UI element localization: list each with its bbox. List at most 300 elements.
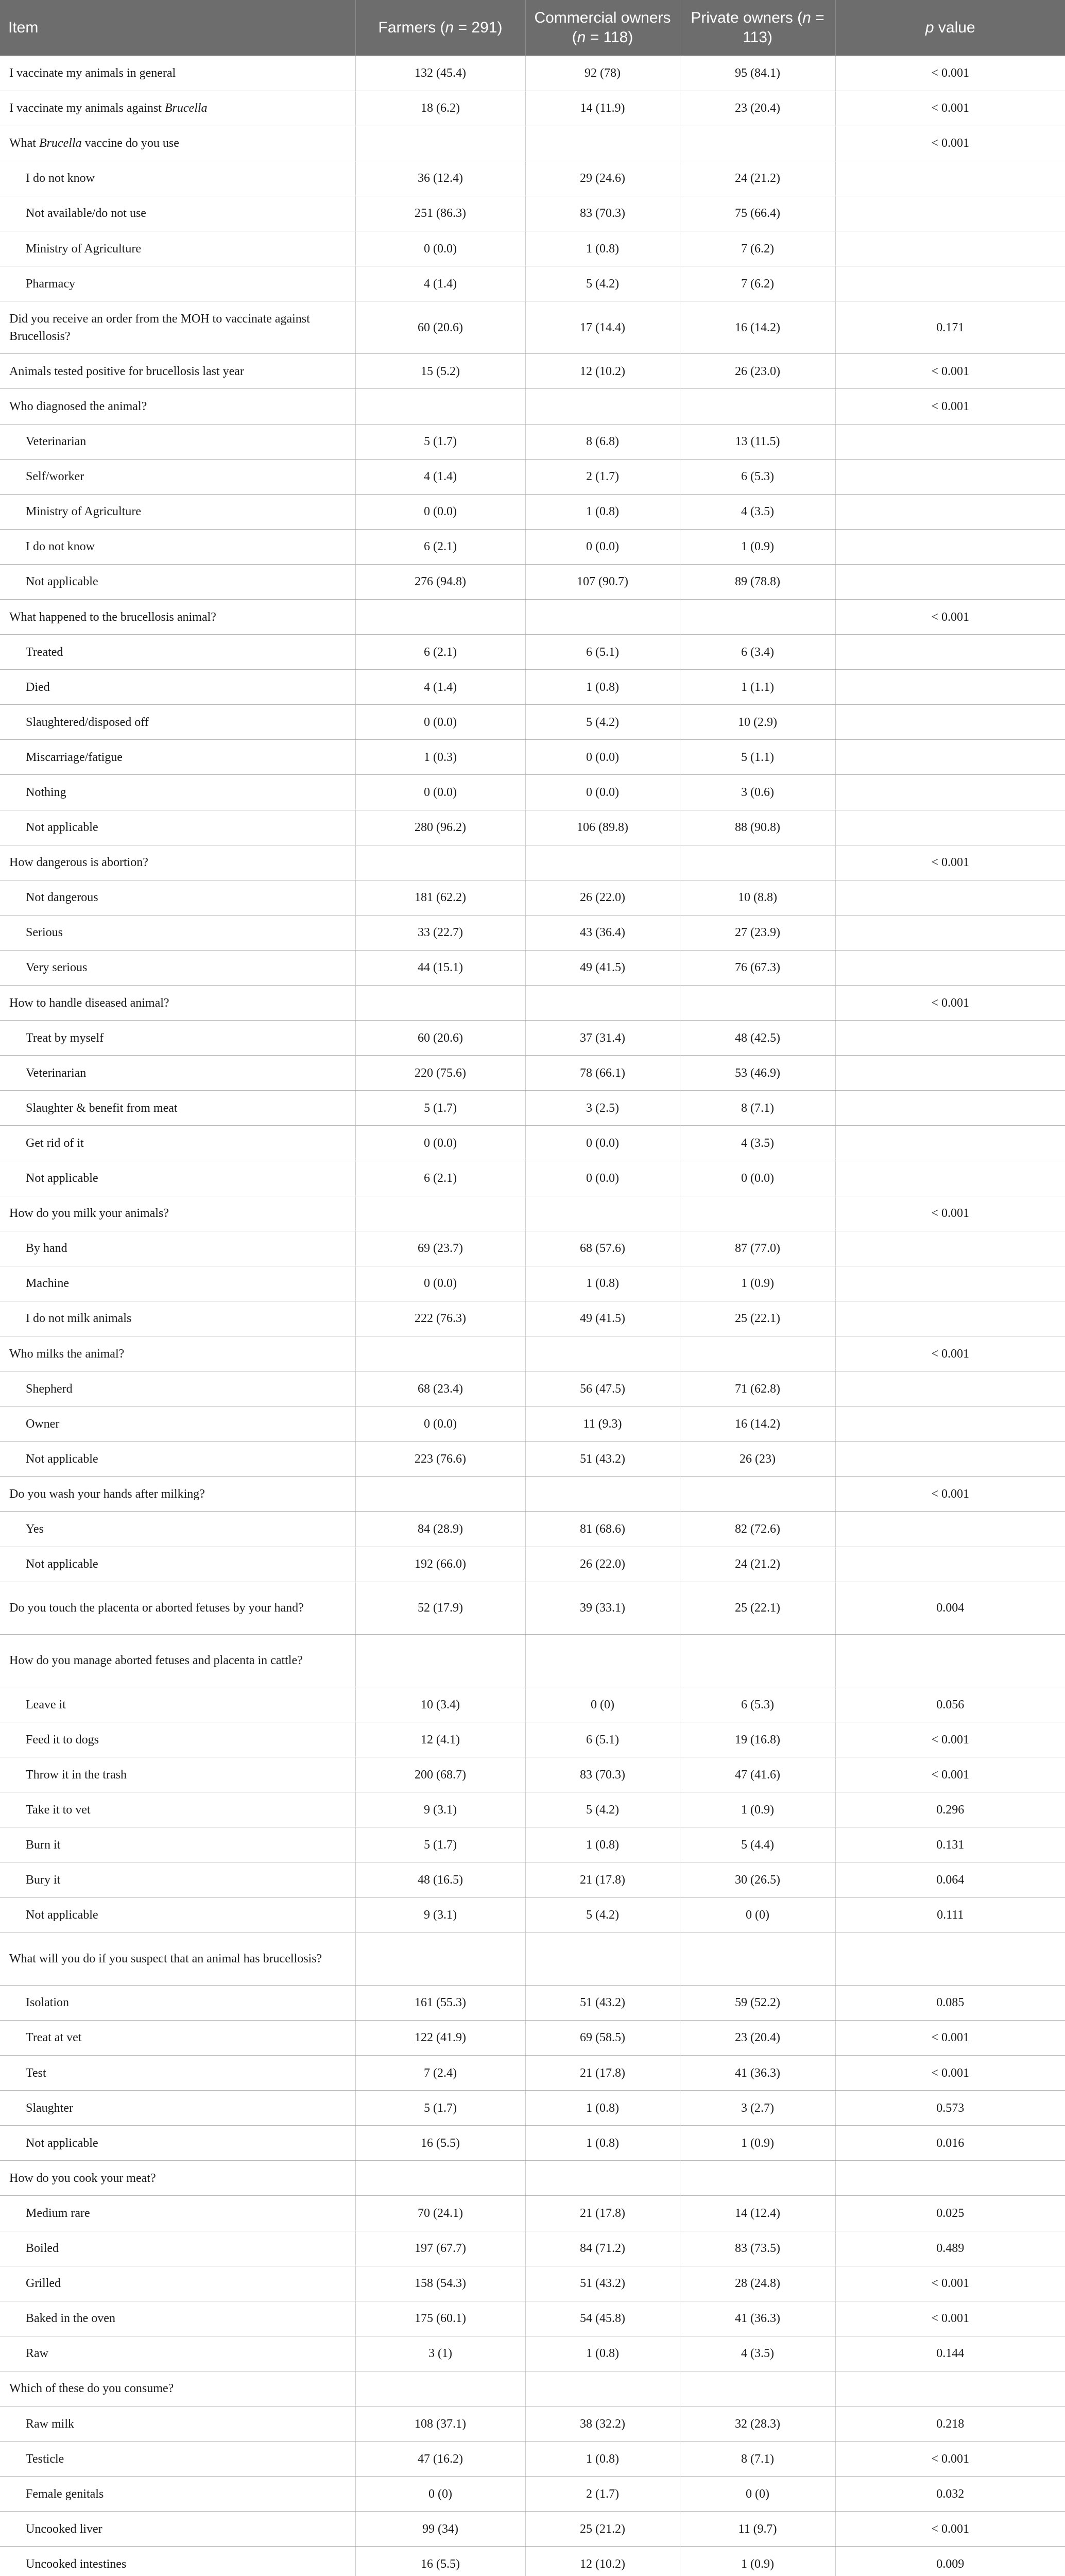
table-body [0, 56, 1065, 2576]
table-row [0, 2056, 1065, 2091]
table-row [0, 1757, 1065, 1792]
farmers-cell: 161 (55.3) [355, 1985, 525, 2020]
commercial-owners-cell: 49 (41.5) [525, 950, 680, 985]
commercial-owners-cell: 37 (31.4) [525, 1021, 680, 1056]
commercial-owners-cell [525, 1336, 680, 1371]
item-cell: Baked in the oven [0, 2301, 355, 2336]
table-row [0, 266, 1065, 301]
item-cell: Burn it [0, 1827, 355, 1862]
table-row [0, 845, 1065, 880]
item-cell: Not applicable [0, 810, 355, 845]
commercial-owners-cell: 2 (1.7) [525, 2477, 680, 2512]
table-row [0, 91, 1065, 126]
private-owners-cell: 6 (5.3) [680, 459, 835, 494]
farmers-cell: 3 (1) [355, 2336, 525, 2371]
item-cell: Who diagnosed the animal? [0, 389, 355, 424]
item-cell: Machine [0, 1266, 355, 1301]
commercial-owners-cell: 83 (70.3) [525, 1757, 680, 1792]
table-row [0, 1477, 1065, 1512]
private-owners-cell: 5 (4.4) [680, 1827, 835, 1862]
p-value-cell [835, 1442, 1065, 1477]
farmers-cell: 48 (16.5) [355, 1862, 525, 1897]
farmers-cell [355, 1933, 525, 1985]
p-value-cell: 0.296 [835, 1792, 1065, 1827]
private-owners-cell: 75 (66.4) [680, 196, 835, 231]
private-owners-cell: 28 (24.8) [680, 2266, 835, 2301]
p-value-cell: < 0.001 [835, 1477, 1065, 1512]
p-value-cell: 0.064 [835, 1862, 1065, 1897]
table-row [0, 1056, 1065, 1091]
private-owners-cell [680, 986, 835, 1021]
table-row [0, 196, 1065, 231]
commercial-owners-cell [525, 1477, 680, 1512]
private-owners-cell [680, 1933, 835, 1985]
item-cell: Not applicable [0, 1161, 355, 1196]
table-row [0, 1371, 1065, 1406]
farmers-cell [355, 1196, 525, 1231]
commercial-owners-cell: 1 (0.8) [525, 2091, 680, 2126]
p-value-cell: < 0.001 [835, 2056, 1065, 2091]
p-value-cell: 0.218 [835, 2406, 1065, 2441]
p-value-cell [835, 1547, 1065, 1582]
farmers-cell: 0 (0.0) [355, 1266, 525, 1301]
p-value-cell [835, 1634, 1065, 1687]
table-row [0, 1897, 1065, 1933]
private-owners-cell: 1 (0.9) [680, 1792, 835, 1827]
p-value-cell [835, 635, 1065, 670]
private-owners-cell: 5 (1.1) [680, 740, 835, 775]
table-row [0, 1301, 1065, 1336]
commercial-owners-cell: 8 (6.8) [525, 424, 680, 459]
p-value-cell: < 0.001 [835, 2020, 1065, 2055]
p-value-cell [835, 1091, 1065, 1126]
private-owners-cell [680, 1336, 835, 1371]
commercial-owners-cell [525, 2371, 680, 2406]
commercial-owners-cell [525, 845, 680, 880]
table-row [0, 1827, 1065, 1862]
farmers-cell: 220 (75.6) [355, 1056, 525, 1091]
commercial-owners-cell: 3 (2.5) [525, 1091, 680, 1126]
farmers-cell: 69 (23.7) [355, 1231, 525, 1266]
private-owners-cell: 24 (21.2) [680, 161, 835, 196]
p-value-cell [835, 1056, 1065, 1091]
private-owners-cell: 23 (20.4) [680, 2020, 835, 2055]
farmers-cell: 222 (76.3) [355, 1301, 525, 1336]
item-cell: Raw milk [0, 2406, 355, 2441]
private-owners-cell: 76 (67.3) [680, 950, 835, 985]
private-owners-cell: 95 (84.1) [680, 56, 835, 91]
commercial-owners-cell: 6 (5.1) [525, 1722, 680, 1757]
table-row [0, 494, 1065, 529]
p-value-cell [835, 424, 1065, 459]
table-row [0, 231, 1065, 266]
private-owners-cell: 16 (14.2) [680, 301, 835, 354]
item-cell: Uncooked intestines [0, 2547, 355, 2576]
item-cell: Get rid of it [0, 1126, 355, 1161]
farmers-cell: 280 (96.2) [355, 810, 525, 845]
p-value-cell [835, 705, 1065, 740]
table-row [0, 1722, 1065, 1757]
p-value-cell: 0.009 [835, 2547, 1065, 2576]
p-value-cell [835, 1126, 1065, 1161]
commercial-owners-cell: 25 (21.2) [525, 2512, 680, 2547]
farmers-cell: 192 (66.0) [355, 1547, 525, 1582]
table-row [0, 2231, 1065, 2266]
p-value-cell [835, 2371, 1065, 2406]
private-owners-cell: 6 (5.3) [680, 1687, 835, 1722]
table-row [0, 1231, 1065, 1266]
item-cell: How do you milk your animals? [0, 1196, 355, 1231]
farmers-cell: 52 (17.9) [355, 1582, 525, 1634]
commercial-owners-cell: 29 (24.6) [525, 161, 680, 196]
private-owners-cell: 0 (0) [680, 2477, 835, 2512]
commercial-owners-cell: 0 (0) [525, 1687, 680, 1722]
p-value-cell: < 0.001 [835, 845, 1065, 880]
p-value-cell: < 0.001 [835, 354, 1065, 389]
private-owners-cell: 7 (6.2) [680, 231, 835, 266]
private-owners-cell: 41 (36.3) [680, 2301, 835, 2336]
private-owners-cell: 32 (28.3) [680, 2406, 835, 2441]
table-row [0, 810, 1065, 845]
commercial-owners-cell: 1 (0.8) [525, 494, 680, 529]
table-row [0, 1336, 1065, 1371]
commercial-owners-cell: 0 (0.0) [525, 529, 680, 564]
table-row [0, 1091, 1065, 1126]
p-value-cell: 0.085 [835, 1985, 1065, 2020]
commercial-owners-cell: 49 (41.5) [525, 1301, 680, 1336]
commercial-owners-cell: 21 (17.8) [525, 1862, 680, 1897]
farmers-cell: 175 (60.1) [355, 2301, 525, 2336]
private-owners-cell: 11 (9.7) [680, 2512, 835, 2547]
farmers-cell [355, 1477, 525, 1512]
p-value-cell [835, 1933, 1065, 1985]
private-owners-cell [680, 845, 835, 880]
table-row [0, 2161, 1065, 2196]
commercial-owners-cell: 78 (66.1) [525, 1056, 680, 1091]
p-value-cell: < 0.001 [835, 1757, 1065, 1792]
p-value-cell: < 0.001 [835, 986, 1065, 1021]
commercial-owners-cell: 51 (43.2) [525, 1985, 680, 2020]
p-value-cell: < 0.001 [835, 2266, 1065, 2301]
item-cell: Serious [0, 915, 355, 950]
table-row [0, 635, 1065, 670]
item-cell: Who milks the animal? [0, 1336, 355, 1371]
item-cell: I do not know [0, 529, 355, 564]
private-owners-cell: 48 (42.5) [680, 1021, 835, 1056]
table-row [0, 389, 1065, 424]
farmers-cell [355, 600, 525, 635]
table-row [0, 2126, 1065, 2161]
p-value-cell: 0.489 [835, 2231, 1065, 2266]
farmers-cell: 15 (5.2) [355, 354, 525, 389]
commercial-owners-cell: 107 (90.7) [525, 564, 680, 599]
item-cell: Test [0, 2056, 355, 2091]
commercial-owners-cell: 17 (14.4) [525, 301, 680, 354]
private-owners-cell: 10 (2.9) [680, 705, 835, 740]
item-cell: Not applicable [0, 564, 355, 599]
commercial-owners-cell: 5 (4.2) [525, 266, 680, 301]
table-row [0, 950, 1065, 985]
table-row [0, 354, 1065, 389]
table-row [0, 459, 1065, 494]
p-value-cell [835, 494, 1065, 529]
farmers-cell: 33 (22.7) [355, 915, 525, 950]
commercial-owners-cell [525, 986, 680, 1021]
table-row [0, 2442, 1065, 2477]
private-owners-cell: 1 (1.1) [680, 670, 835, 705]
farmers-cell: 9 (3.1) [355, 1897, 525, 1933]
table-row [0, 1634, 1065, 1687]
item-cell: Uncooked liver [0, 2512, 355, 2547]
farmers-cell: 18 (6.2) [355, 91, 525, 126]
p-value-cell [835, 1161, 1065, 1196]
item-cell: Not applicable [0, 2126, 355, 2161]
commercial-owners-cell: 0 (0.0) [525, 740, 680, 775]
commercial-owners-cell: 69 (58.5) [525, 2020, 680, 2055]
farmers-cell [355, 986, 525, 1021]
p-value-cell: < 0.001 [835, 2301, 1065, 2336]
private-owners-cell: 30 (26.5) [680, 1862, 835, 1897]
p-value-cell [835, 810, 1065, 845]
table-row [0, 2477, 1065, 2512]
p-value-cell: < 0.001 [835, 600, 1065, 635]
item-cell: Slaughter & benefit from meat [0, 1091, 355, 1126]
private-owners-cell: 4 (3.5) [680, 2336, 835, 2371]
farmers-cell: 223 (76.6) [355, 1442, 525, 1477]
private-owners-cell: 14 (12.4) [680, 2196, 835, 2231]
p-value-cell: 0.144 [835, 2336, 1065, 2371]
p-value-cell [835, 1406, 1065, 1442]
private-owners-cell [680, 1477, 835, 1512]
p-value-cell [835, 196, 1065, 231]
farmers-cell: 36 (12.4) [355, 161, 525, 196]
p-value-cell [835, 2161, 1065, 2196]
commercial-owners-cell: 1 (0.8) [525, 231, 680, 266]
private-owners-cell: 87 (77.0) [680, 1231, 835, 1266]
private-owners-cell: 0 (0.0) [680, 1161, 835, 1196]
commercial-owners-cell: 21 (17.8) [525, 2056, 680, 2091]
commercial-owners-cell: 26 (22.0) [525, 880, 680, 915]
commercial-owners-cell: 12 (10.2) [525, 354, 680, 389]
private-owners-cell: 8 (7.1) [680, 2442, 835, 2477]
header-commercial-owners: Commercial owners (n = 118) [525, 0, 680, 56]
table-row [0, 670, 1065, 705]
private-owners-cell: 27 (23.9) [680, 915, 835, 950]
table-row [0, 986, 1065, 1021]
commercial-owners-cell: 2 (1.7) [525, 459, 680, 494]
private-owners-cell: 83 (73.5) [680, 2231, 835, 2266]
farmers-cell: 16 (5.5) [355, 2547, 525, 2576]
item-cell: Veterinarian [0, 1056, 355, 1091]
commercial-owners-cell: 5 (4.2) [525, 705, 680, 740]
farmers-cell: 9 (3.1) [355, 1792, 525, 1827]
item-cell: Nothing [0, 775, 355, 810]
private-owners-cell: 26 (23.0) [680, 354, 835, 389]
item-cell: Miscarriage/fatigue [0, 740, 355, 775]
commercial-owners-cell: 11 (9.3) [525, 1406, 680, 1442]
commercial-owners-cell [525, 1634, 680, 1687]
commercial-owners-cell: 83 (70.3) [525, 196, 680, 231]
farmers-cell: 6 (2.1) [355, 529, 525, 564]
header-farmers: Farmers (n = 291) [355, 0, 525, 56]
farmers-cell: 5 (1.7) [355, 1091, 525, 1126]
commercial-owners-cell: 51 (43.2) [525, 1442, 680, 1477]
table-row [0, 1985, 1065, 2020]
private-owners-cell: 3 (2.7) [680, 2091, 835, 2126]
farmers-cell: 0 (0) [355, 2477, 525, 2512]
commercial-owners-cell: 51 (43.2) [525, 2266, 680, 2301]
p-value-cell [835, 1371, 1065, 1406]
item-cell: Grilled [0, 2266, 355, 2301]
item-cell: Do you touch the placenta or aborted fetuses by your hand? [0, 1582, 355, 1634]
farmers-cell: 5 (1.7) [355, 424, 525, 459]
commercial-owners-cell: 1 (0.8) [525, 2126, 680, 2161]
item-cell: Female genitals [0, 2477, 355, 2512]
item-cell: How do you manage aborted fetuses and placenta in cattle? [0, 1634, 355, 1687]
table-row [0, 1442, 1065, 1477]
item-cell: How to handle diseased animal? [0, 986, 355, 1021]
farmers-cell: 200 (68.7) [355, 1757, 525, 1792]
commercial-owners-cell: 21 (17.8) [525, 2196, 680, 2231]
farmers-cell: 0 (0.0) [355, 1406, 525, 1442]
private-owners-cell: 1 (0.9) [680, 2547, 835, 2576]
private-owners-cell: 41 (36.3) [680, 2056, 835, 2091]
private-owners-cell [680, 126, 835, 161]
private-owners-cell [680, 389, 835, 424]
farmers-cell: 197 (67.7) [355, 2231, 525, 2266]
header-row [0, 0, 1065, 56]
p-value-cell: 0.131 [835, 1827, 1065, 1862]
commercial-owners-cell [525, 389, 680, 424]
p-value-cell [835, 1021, 1065, 1056]
farmers-cell [355, 845, 525, 880]
private-owners-cell: 19 (16.8) [680, 1722, 835, 1757]
private-owners-cell: 47 (41.6) [680, 1757, 835, 1792]
header-p-value: p value [835, 0, 1065, 56]
table-row [0, 1933, 1065, 1985]
commercial-owners-cell: 54 (45.8) [525, 2301, 680, 2336]
commercial-owners-cell: 0 (0.0) [525, 775, 680, 810]
farmers-cell: 5 (1.7) [355, 1827, 525, 1862]
item-cell: Ministry of Agriculture [0, 231, 355, 266]
private-owners-cell: 0 (0) [680, 1897, 835, 1933]
table-row [0, 915, 1065, 950]
table-row [0, 2301, 1065, 2336]
item-cell: Boiled [0, 2231, 355, 2266]
farmers-cell: 158 (54.3) [355, 2266, 525, 2301]
table-row [0, 1547, 1065, 1582]
item-cell: Ministry of Agriculture [0, 494, 355, 529]
table-row [0, 529, 1065, 564]
p-value-cell: 0.573 [835, 2091, 1065, 2126]
p-value-cell: < 0.001 [835, 2442, 1065, 2477]
commercial-owners-cell: 38 (32.2) [525, 2406, 680, 2441]
commercial-owners-cell: 56 (47.5) [525, 1371, 680, 1406]
p-value-cell [835, 231, 1065, 266]
p-value-cell: 0.056 [835, 1687, 1065, 1722]
item-cell: How do you cook your meat? [0, 2161, 355, 2196]
p-value-cell: < 0.001 [835, 1196, 1065, 1231]
table-row [0, 301, 1065, 354]
item-cell: By hand [0, 1231, 355, 1266]
private-owners-cell: 7 (6.2) [680, 266, 835, 301]
commercial-owners-cell [525, 1196, 680, 1231]
farmers-cell: 108 (37.1) [355, 2406, 525, 2441]
farmers-cell: 68 (23.4) [355, 1371, 525, 1406]
table-row [0, 564, 1065, 599]
private-owners-cell [680, 1196, 835, 1231]
table-row [0, 424, 1065, 459]
item-cell: Testicle [0, 2442, 355, 2477]
private-owners-cell: 24 (21.2) [680, 1547, 835, 1582]
private-owners-cell: 59 (52.2) [680, 1985, 835, 2020]
farmers-cell: 6 (2.1) [355, 635, 525, 670]
farmers-cell: 0 (0.0) [355, 231, 525, 266]
commercial-owners-cell [525, 1933, 680, 1985]
farmers-cell [355, 2371, 525, 2406]
private-owners-cell: 89 (78.8) [680, 564, 835, 599]
farmers-cell: 5 (1.7) [355, 2091, 525, 2126]
table-row [0, 2020, 1065, 2055]
farmers-cell: 4 (1.4) [355, 459, 525, 494]
private-owners-cell: 4 (3.5) [680, 1126, 835, 1161]
item-cell: Treat at vet [0, 2020, 355, 2055]
item-cell: Not applicable [0, 1547, 355, 1582]
table-row [0, 1126, 1065, 1161]
item-cell: Not available/do not use [0, 196, 355, 231]
item-cell: Take it to vet [0, 1792, 355, 1827]
commercial-owners-cell: 6 (5.1) [525, 635, 680, 670]
farmers-cell: 99 (34) [355, 2512, 525, 2547]
item-cell: Very serious [0, 950, 355, 985]
p-value-cell [835, 459, 1065, 494]
p-value-cell [835, 1266, 1065, 1301]
table-row [0, 1512, 1065, 1547]
commercial-owners-cell: 1 (0.8) [525, 1266, 680, 1301]
farmers-cell: 132 (45.4) [355, 56, 525, 91]
farmers-cell: 12 (4.1) [355, 1722, 525, 1757]
p-value-cell [835, 1301, 1065, 1336]
private-owners-cell: 26 (23) [680, 1442, 835, 1477]
item-cell: I vaccinate my animals in general [0, 56, 355, 91]
p-value-cell [835, 775, 1065, 810]
item-cell: Isolation [0, 1985, 355, 2020]
commercial-owners-cell: 1 (0.8) [525, 2442, 680, 2477]
item-cell: Medium rare [0, 2196, 355, 2231]
p-value-cell: 0.032 [835, 2477, 1065, 2512]
farmers-cell: 1 (0.3) [355, 740, 525, 775]
p-value-cell: 0.016 [835, 2126, 1065, 2161]
item-cell: What Brucella vaccine do you use [0, 126, 355, 161]
item-cell: Leave it [0, 1687, 355, 1722]
commercial-owners-cell: 1 (0.8) [525, 2336, 680, 2371]
item-cell: Not dangerous [0, 880, 355, 915]
header-item: Item [0, 0, 355, 56]
private-owners-cell: 1 (0.9) [680, 1266, 835, 1301]
commercial-owners-cell: 5 (4.2) [525, 1897, 680, 1933]
farmers-cell [355, 126, 525, 161]
commercial-owners-cell: 0 (0.0) [525, 1126, 680, 1161]
private-owners-cell: 10 (8.8) [680, 880, 835, 915]
item-cell: Veterinarian [0, 424, 355, 459]
table-row [0, 2512, 1065, 2547]
farmers-cell: 10 (3.4) [355, 1687, 525, 1722]
p-value-cell [835, 915, 1065, 950]
p-value-cell [835, 880, 1065, 915]
commercial-owners-cell: 1 (0.8) [525, 1827, 680, 1862]
commercial-owners-cell: 26 (22.0) [525, 1547, 680, 1582]
farmers-cell: 60 (20.6) [355, 1021, 525, 1056]
